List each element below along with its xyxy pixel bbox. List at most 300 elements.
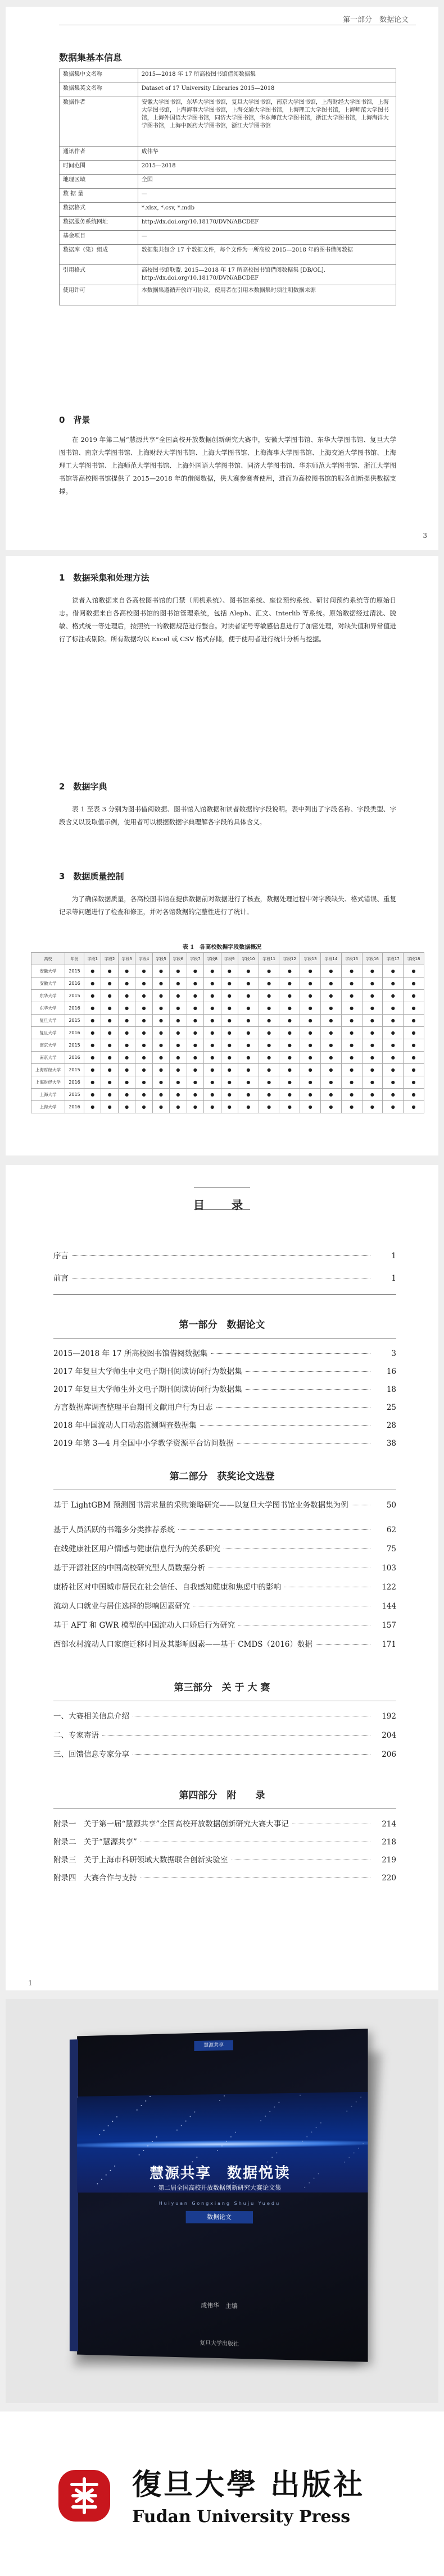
star-dot [224,2095,225,2097]
table-cell: ● [170,1076,187,1089]
table-header-cell: 字段9 [221,953,238,965]
table-cell: ● [204,1002,221,1015]
table-cell: ● [152,1052,169,1064]
table-header-cell: 字段17 [383,953,404,965]
toc-leader-dots [133,1754,370,1755]
star-dot [278,2102,279,2103]
toc-entry[interactable] [53,1249,396,1260]
table-cell: ● [238,1052,259,1064]
table-cell: ● [341,990,362,1002]
table-cell: ● [221,1052,238,1064]
table-cell: ● [404,1064,424,1076]
table-cell: ● [279,965,300,978]
table-cell: ● [279,1052,300,1064]
toc-entry-title: 2018 年中国流动人口动态监测调查数据集 [53,1421,197,1430]
table-cell: ● [187,990,203,1002]
methods-paragraph: 读者入馆数据来自各高校图书馆的门禁（闸机系统）、图书馆系统、座位预约系统、研讨间预约系统等的原始日志。借阅数据来自各高校图书馆的图书馆管理系统，包括 Aleph、汇文、Interlib 等系统。原始数据经过清洗、脱敏、格式统一等处理后，按照统一的数据规范进行整合。对读者证号等敏感信息进行了加密处理，对缺失值和异常值进行了标注或剔除。所有数据均以 Excel 或 CSV 格式存储，便于使用者进行统计分析与挖掘。 [59,596,396,643]
table-row [31,1101,424,1113]
metadata-row [60,203,396,217]
star-dot [348,2157,350,2158]
toc-entry-page: 214 [382,1820,396,1829]
table-cell: ● [187,1076,203,1089]
table-cell: ● [170,1052,187,1064]
table-cell: ● [238,1039,259,1052]
stats-table [31,952,424,1113]
table-cell: ● [300,1101,321,1113]
toc-entry-page: 218 [382,1838,396,1847]
table-cell: ● [238,1027,259,1039]
metadata-key: 通讯作者 [60,147,138,161]
table-cell: ● [152,1076,169,1089]
table-cell: ● [152,1089,169,1101]
toc-entry-page: 28 [386,1421,396,1430]
table-cell: ● [300,1039,321,1052]
metadata-key: 数据格式 [60,203,138,217]
toc-leader-dots [178,1529,370,1530]
table-cell: ● [118,1101,135,1113]
table-cell: ● [383,1089,404,1101]
table-header-cell: 字段18 [404,953,424,965]
table-cell: ● [135,1052,152,1064]
table-row-year: 2016 [65,1101,84,1113]
table-row [31,1064,424,1076]
table-row [31,1076,424,1089]
metadata-row [60,147,396,161]
toc-entry[interactable] [53,1871,396,1883]
table-cell: ● [362,990,383,1002]
table-cell: ● [84,1015,101,1027]
toc-entry[interactable] [53,1600,396,1611]
table-cell: ● [321,1089,342,1101]
toc-entry[interactable] [53,1365,396,1376]
table-cell: ● [101,1039,118,1052]
table-cell: ● [279,1089,300,1101]
toc-entry-title: 序言 [53,1252,69,1260]
table-cell: ● [187,1002,203,1015]
publisher-footer [0,2411,444,2576]
star-dot [235,2132,236,2133]
table-cell: ● [118,1002,135,1015]
table-cell: ● [362,1089,383,1101]
background-paragraph: 在 2019 年第二届“慧源共享”全国高校开放数据创新研究大赛中，安徽大学图书馆、东华大学图书馆、复旦大学图书馆、南京大学图书馆、上海财经大学图书馆、上海大学图书馆、上海海事大学图书馆、上海交通大学图书馆、上海理工大学图书馆、上海师范大学图书馆、上海外国语大学图书馆、同济大学图书馆、华东师范大学图书馆、浙江大学图书馆等高校图书馆提供了 2015—2018 年的借阅数据，供大赛参赛者使用，进而为高校图书馆的服务创新提供数据支撑。 [59,436,396,495]
table-cell: ● [259,1015,279,1027]
book-publisher: 复旦大学出版社 [200,2340,239,2347]
table-cell: ● [101,1076,118,1089]
table-row-label: 上海财经大学 [31,1064,65,1076]
table-cell: ● [279,1015,300,1027]
table-cell: ● [101,978,118,990]
metadata-value: Dataset of 17 University Libraries 2015—2018 [138,83,396,97]
table-cell: ● [118,1064,135,1076]
table-cell: ● [279,1101,300,1113]
table-cell: ● [101,1089,118,1101]
toc-entry-page: 192 [382,1712,396,1721]
toc-entry[interactable] [53,1383,396,1394]
metadata-key: 数据作者 [60,97,138,147]
metadata-key: 基金项目 [60,231,138,245]
toc-entry-title: 附录一 关于第一届“慧源共享”全国高校开放数据创新研究大赛大事记 [53,1820,289,1829]
table-cell: ● [321,1039,342,1052]
table-cell: ● [259,1027,279,1039]
star-dot [185,2121,187,2122]
table-cell: ● [300,990,321,1002]
metadata-row [60,189,396,203]
table-cell: ● [118,1027,135,1039]
table-header-cell: 字段7 [187,953,203,965]
table-cell: ● [84,1076,101,1089]
table-cell: ● [279,1002,300,1015]
toc-entry-title: 附录三 关于上海市科研领域大数据联合创新实验室 [53,1856,228,1865]
toc-entry[interactable] [53,1401,396,1412]
table-cell: ● [404,1015,424,1027]
table-row-label: 东华大学 [31,1002,65,1015]
page-number: 1 [28,1979,33,1987]
table-header-cell: 字段12 [279,953,300,965]
table-row-year: 2015 [65,1064,84,1076]
metadata-row [60,245,396,265]
table-header-cell: 字段15 [341,953,362,965]
toc-entry[interactable] [53,1619,396,1630]
book-english-title: Huiyuan Gongxiang Shuju Yuedu [158,2200,281,2207]
toc-entry[interactable] [53,1581,396,1592]
metadata-key: 时间范围 [60,161,138,175]
table-cell: ● [341,1027,362,1039]
book-stars [77,2092,368,2097]
metadata-value: 本数据集遵循开放许可协议，使用者在引用本数据集时须注明数据来源 [138,285,396,305]
toc-entry[interactable] [53,1748,396,1759]
table-cell: ● [101,1027,118,1039]
star-dot [77,2097,78,2098]
star-dot [311,2131,312,2132]
table-cell: ● [341,1101,362,1113]
table-cell: ● [135,965,152,978]
section-heading-quality: 3 数据质量控制 [59,871,124,881]
table-cell: ● [101,1015,118,1027]
table-cell: ● [404,990,424,1002]
table-cell: ● [84,990,101,1002]
toc-leader-dots [211,1353,370,1354]
table-cell: ● [238,1015,259,1027]
table-cell: ● [341,1002,362,1015]
metadata-key: 数据库（集）组成 [60,245,138,265]
table-cell: ● [404,1052,424,1064]
star-dot [316,2127,317,2128]
toc-title: 目 录 [193,1198,251,1212]
toc-entry-title: 2015—2018 年 17 所高校图书馆借阅数据集 [53,1349,208,1358]
metadata-row [60,265,396,285]
toc-entry-title: 康桥社区对中国城市居民在社会信任、自我感知健康和焦虑中的影响 [53,1583,281,1592]
star-dot [276,2152,277,2153]
table-cell: ● [135,978,152,990]
table-cell: ● [84,1101,101,1113]
table-header-cell: 字段1 [84,953,101,965]
table-cell: ● [404,1027,424,1039]
table-cell: ● [135,990,152,1002]
table-cell: ● [300,1089,321,1101]
toc-part-four-heading: 第四部分 附 录 [179,1790,265,1801]
table-row-year: 2015 [65,990,84,1002]
table-cell: ● [321,1064,342,1076]
toc-entry-page: 219 [382,1856,396,1865]
table-cell: ● [135,1076,152,1089]
publisher-name-en: Fudan University Press [132,2507,351,2527]
toc-entry-title: 前言 [53,1274,69,1283]
table-cell: ● [341,1064,362,1076]
toc-entry[interactable] [53,1561,396,1573]
metadata-row [60,97,396,147]
table-cell: ● [341,965,362,978]
table-cell: ● [170,1015,187,1027]
table-cell: ● [279,990,300,1002]
paper-page-toc [6,1165,438,1990]
table-cell: ● [362,1027,383,1039]
table-cell: ● [84,965,101,978]
table-cell: ● [259,990,279,1002]
table-cell: ● [170,1002,187,1015]
table-row [31,1015,424,1027]
toc-entry-page: 3 [391,1349,396,1358]
table-row [31,978,424,990]
toc-entry-title: 三、回馈信息专家分享 [53,1750,129,1759]
table-cell: ● [362,1101,383,1113]
table-cell: ● [170,965,187,978]
toc-entry-title: 2017 年复旦大学师生外文电子期刊阅读访问行为数据集 [53,1385,242,1394]
toc-leader-dots [246,1371,370,1372]
stats-table-wrapper [31,952,424,1121]
toc-entry-page: 38 [386,1439,396,1448]
page-number: 3 [423,532,427,540]
table-cell: ● [259,1039,279,1052]
table-cell: ● [170,1101,187,1113]
metadata-key: 数 据 量 [60,189,138,203]
star-dot [194,2112,195,2113]
table-cell: ● [204,1089,221,1101]
table-cell: ● [221,1015,238,1027]
star-dot [147,2145,148,2146]
table-row [31,990,424,1002]
star-dot [103,2130,105,2131]
table-cell: ● [204,1076,221,1089]
toc-entry-page: 75 [386,1545,396,1554]
table-cell: ● [259,1089,279,1101]
table-cell: ● [383,1015,404,1027]
table-row-label: 安徽大学 [31,978,65,990]
table-row [31,1027,424,1039]
toc-entry-title: 在线健康社区用户情感与健康信息行为的关系研究 [53,1545,220,1554]
metadata-value: 成伟华 [138,147,396,161]
star-dot [346,2111,347,2112]
table-cell: ● [279,1027,300,1039]
star-dot [141,2105,142,2106]
star-dot [112,2121,113,2122]
table-cell: ● [279,1076,300,1089]
table-cell: ● [204,990,221,1002]
metadata-row [60,217,396,231]
table-row-label: 安徽大学 [31,965,65,978]
toc-leader-dots [72,1255,370,1256]
table-row-year: 2016 [65,1027,84,1039]
book-editor: 成伟华 主编 [201,2301,238,2310]
table-header-cell: 字段3 [118,953,135,965]
star-dot [306,2136,307,2137]
table-cell: ● [238,978,259,990]
table-cell: ● [321,1002,342,1015]
table-row-label: 复旦大学 [31,1015,65,1027]
toc-entry[interactable] [53,1853,396,1865]
section-heading-background: 0 背景 [59,415,90,425]
table-cell: ● [362,1052,383,1064]
table-cell: ● [152,965,169,978]
table-cell: ● [84,1064,101,1076]
table-cell: ● [300,965,321,978]
table-cell: ● [221,1002,238,1015]
fudan-seal-icon [56,2468,112,2524]
toc-entry[interactable] [53,1523,396,1534]
table-cell: ● [383,1052,404,1064]
toc-entry[interactable] [53,1710,396,1721]
metadata-row [60,83,396,97]
metadata-key: 数据集中文名称 [60,69,138,83]
toc-entry[interactable] [53,1419,396,1430]
toc-entry-page: 157 [382,1621,396,1630]
toc-entry[interactable] [53,1817,396,1829]
toc-entry[interactable] [53,1542,396,1554]
toc-entry-page: 122 [382,1583,396,1592]
toc-entry-page: 50 [386,1501,396,1510]
table-header-cell: 字段13 [300,953,321,965]
table-cell: ● [170,1064,187,1076]
table-cell: ● [84,978,101,990]
toc-leader-dots [216,1407,371,1408]
metadata-value: 2015—2018 [138,161,396,175]
toc-entry[interactable] [53,1347,396,1358]
book-logo-label: 慧源共享 [194,2040,233,2051]
toc-entry[interactable] [53,1835,396,1847]
table-cell: ● [204,1052,221,1064]
metadata-row [60,175,396,189]
table-cell: ● [118,1015,135,1027]
table-cell: ● [321,965,342,978]
toc-leader-dots [246,1389,370,1390]
star-dot [181,2125,182,2126]
table-cell: ● [118,965,135,978]
section-heading-dictionary: 2 数据字典 [59,782,107,792]
toc-part-three-heading: 第三部分 关 于 大 赛 [174,1682,270,1693]
table-row-year: 2016 [65,1076,84,1089]
toc-entry[interactable] [53,1272,396,1283]
table-cell: ● [170,990,187,1002]
star-dot [145,2100,146,2102]
table-cell: ● [221,1064,238,1076]
table-cell: ● [118,1052,135,1064]
table-row [31,1089,424,1101]
table-cell: ● [187,1089,203,1101]
table-cell: ● [259,1052,279,1064]
paper-page-metadata [6,7,438,550]
table-cell: ● [383,1039,404,1052]
table-cell: ● [152,990,169,1002]
toc-entry-title: 基于 LightGBM 预测图书需求量的采购策略研究——以复旦大学图书馆业务数据集为例 [53,1501,348,1510]
table-cell: ● [341,1052,362,1064]
table-cell: ● [383,1027,404,1039]
star-dot [358,2148,359,2149]
star-dot [360,2097,361,2098]
table-cell: ● [238,1076,259,1089]
table-cell: ● [404,1089,424,1101]
table-cell: ● [101,1101,118,1113]
table-cell: ● [101,1002,118,1015]
metadata-value: 数据集共包含 17 个数据文件，每个文件为一所高校 2015—2018 年的图书借阅数据 [138,245,396,265]
metadata-row [60,161,396,175]
table-caption: 表 1 各高校数据字段数据概况 [182,944,262,951]
table-cell: ● [238,1064,259,1076]
star-dot [271,2157,273,2158]
toc-entry-title: 附录四 大赛合作与支持 [53,1874,137,1883]
table-cell: ● [204,1015,221,1027]
table-cell: ● [300,1052,321,1064]
table-cell: ● [135,1002,152,1015]
table-cell: ● [221,965,238,978]
table-header-cell: 字段10 [238,953,259,965]
toc-entry-title: 一、大赛相关信息介绍 [53,1712,129,1721]
star-dot [116,2116,117,2117]
table-cell: ● [204,1064,221,1076]
star-dot [260,2120,261,2121]
table-cell: ● [300,1015,321,1027]
table-cell: ● [135,1089,152,1101]
toc-entry[interactable] [53,1499,396,1510]
table-cell: ● [187,1101,203,1113]
book-cover [77,2029,368,2362]
table-row-year: 2015 [65,965,84,978]
running-header: 第一部分 数据论文 [343,16,409,24]
table-row [31,965,424,978]
toc-entry[interactable] [53,1729,396,1740]
table-cell: ● [204,1101,221,1113]
table-cell: ● [341,1015,362,1027]
table-cell: ● [362,1015,383,1027]
table-cell: ● [404,978,424,990]
star-dot [152,2141,153,2142]
toc-section-rule [53,1808,396,1809]
table-cell: ● [221,990,238,1002]
table-cell: ● [101,1052,118,1064]
toc-entry[interactable] [53,1437,396,1448]
table-cell: ● [383,1101,404,1113]
star-dot [217,2150,218,2151]
section-heading-methods: 1 数据采集和处理方法 [59,573,149,583]
table-cell: ● [187,1015,203,1027]
table-cell: ● [341,1076,362,1089]
table-row-year: 2015 [65,1089,84,1101]
table-cell: ● [187,978,203,990]
table-cell: ● [204,965,221,978]
table-cell: ● [187,965,203,978]
table-cell: ● [238,1002,259,1015]
table-cell: ● [341,1039,362,1052]
table-header-cell: 字段8 [204,953,221,965]
table-cell: ● [238,1101,259,1113]
metadata-row [60,231,396,245]
table-cell: ● [404,1002,424,1015]
metadata-value: — [138,231,396,245]
table-cell: ● [170,1027,187,1039]
toc-entry[interactable] [53,1638,396,1649]
star-dot [354,2152,355,2153]
table-cell: ● [118,990,135,1002]
toc-entry-page: 171 [382,1640,396,1649]
quality-paragraph: 为了确保数据质量，各高校图书馆在提供数据前对数据进行了核查，数据处理过程中对字段缺失、格式错误、重复记录等问题进行了检查和修正，并对各馆数据的完整性进行了统计。 [59,895,396,916]
